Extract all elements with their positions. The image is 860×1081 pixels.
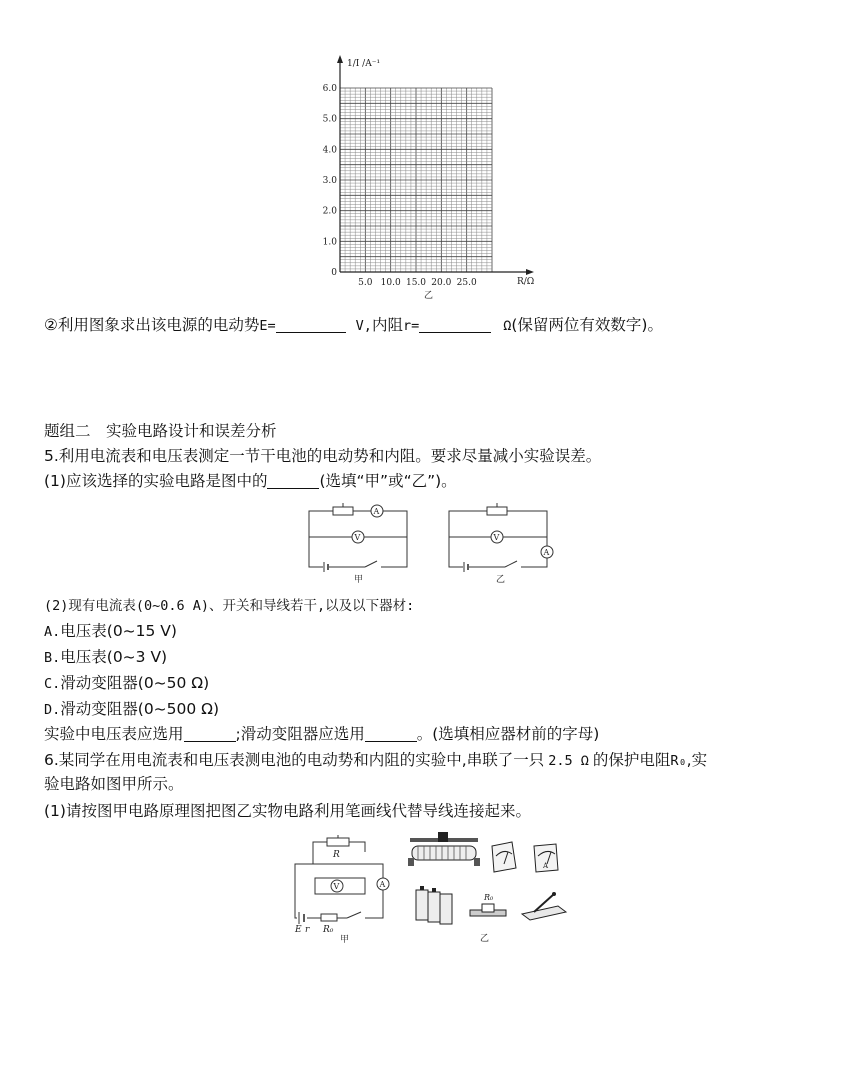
section-title: 题组二 实验电路设计和误差分析 — [44, 422, 277, 440]
q5-part2-text: (2)现有电流表(0~0.6 A)、开关和导线若干,以及以下器材: — [44, 598, 415, 614]
r0-symbol: R₀ — [670, 753, 687, 769]
fig-jia-caption: 甲 — [340, 935, 350, 945]
q6-stem — [44, 749, 707, 772]
r-unit: Ω — [503, 318, 512, 334]
graph-grid — [340, 88, 492, 272]
y-tick-label: 4.0 — [322, 145, 337, 156]
protective-resistance-value: 2.5 Ω — [548, 753, 589, 769]
option-text: 电压表(0~3 V) — [60, 648, 168, 666]
r-note: (保留两位有效数字)。 — [511, 316, 663, 334]
r-text: 内阻 — [371, 316, 403, 334]
y-tick-label: 2.0 — [322, 206, 337, 217]
circuit-yi — [445, 503, 560, 583]
y-tick-labels — [323, 84, 338, 278]
q5-part2 — [44, 594, 414, 617]
r-label: r= — [402, 318, 420, 334]
y-tick-label: 1.0 — [322, 237, 337, 248]
y-tick-label: 5.0 — [322, 114, 337, 125]
option-key: C. — [44, 676, 61, 692]
svg-text:A: A — [373, 507, 380, 516]
option-text: 滑动变阻器(0~500 Ω) — [60, 700, 220, 718]
svg-text:A: A — [543, 862, 549, 870]
y-axis-arrow — [337, 55, 343, 63]
q5-option-a — [44, 620, 177, 643]
fig-r-label: r — [305, 925, 310, 935]
x-tick-label: 20.0 — [431, 278, 452, 288]
q6-stem-c: ,实 — [686, 751, 708, 769]
q6-stem-line2: 验电路如图甲所示。 — [44, 775, 184, 793]
option-key: A. — [44, 624, 61, 640]
option-key: D. — [44, 702, 61, 718]
y-tick-label: 6.0 — [322, 84, 337, 94]
fig-yi-caption: 乙 — [480, 934, 490, 944]
q4-part2 — [44, 314, 663, 337]
ammeter-drawing — [534, 844, 558, 872]
q5-answer-mid: ;滑动变阻器应选用 — [235, 725, 365, 743]
switch-drawing — [522, 892, 566, 920]
x-tick-label: 15.0 — [405, 278, 427, 288]
x-tick-label: 5.0 — [358, 278, 373, 288]
q5-part1-suffix: (选填“甲”或“乙”)。 — [319, 472, 457, 490]
emf-unit: V, — [355, 318, 372, 334]
q5-part1 — [44, 470, 457, 492]
option-text: 电压表(0~15 V) — [60, 622, 177, 640]
fig-R0-label: R₀ — [323, 925, 334, 935]
q6-stem-a: 6.某同学在用电流表和电压表测电池的电动势和内阻的实验中,串联了一只 — [44, 751, 545, 769]
svg-text:V: V — [354, 533, 361, 542]
q6-apparatus-yi — [408, 828, 578, 943]
q5-circuit-answer-blank[interactable] — [267, 472, 319, 489]
y-axis-label: 1/I /A⁻¹ — [347, 59, 381, 69]
battery-drawing — [416, 886, 452, 924]
q5-option-c — [44, 672, 209, 695]
y-tick-label: 0 — [331, 268, 337, 278]
resistor-r0-drawing — [470, 893, 506, 916]
svg-text:A: A — [543, 548, 550, 557]
q6-schematic-jia — [285, 832, 395, 945]
r-answer-blank[interactable] — [419, 316, 491, 333]
q4-part2-text: ②利用图象求出该电源的电动势 — [44, 316, 260, 334]
svg-text:V: V — [333, 882, 340, 891]
fig-R-label: R — [333, 850, 340, 860]
voltmeter-answer-blank[interactable] — [184, 725, 236, 742]
x-axis-arrow — [526, 269, 534, 275]
q5-option-b — [44, 646, 167, 669]
q6-part1: (1)请按图甲电路原理图把图乙实物电路利用笔画线代替导线连接起来。 — [44, 802, 531, 820]
resistance-current-graph — [320, 50, 560, 310]
emf-answer-blank[interactable] — [276, 316, 346, 333]
svg-text:A: A — [379, 880, 386, 889]
q5-answer-suffix: 。(选填相应器材前的字母) — [416, 725, 600, 743]
circuit-jia-label: 甲 — [354, 575, 364, 585]
svg-text:R₀: R₀ — [484, 893, 494, 902]
x-tick-label: 10.0 — [380, 278, 401, 288]
option-text: 滑动变阻器(0~50 Ω) — [60, 674, 210, 692]
svg-text:V: V — [493, 533, 500, 542]
x-axis-label: R/Ω — [517, 277, 535, 287]
rheostat-answer-blank[interactable] — [365, 725, 417, 742]
x-tick-label: 25.0 — [456, 278, 477, 288]
graph-caption: 乙 — [424, 291, 434, 301]
circuit-yi-label: 乙 — [496, 575, 506, 585]
fig-E-label: E — [295, 925, 302, 935]
option-key: B. — [44, 650, 61, 666]
y-tick-label: 3.0 — [322, 176, 337, 186]
q5-part1-text: (1)应该选择的实验电路是图中的 — [44, 472, 268, 490]
voltmeter-drawing — [492, 842, 516, 872]
emf-label: E= — [259, 318, 276, 334]
x-tick-labels — [358, 278, 477, 288]
q5-option-d — [44, 698, 219, 721]
circuit-jia — [305, 503, 415, 583]
q5-answer-prefix: 实验中电压表应选用 — [44, 725, 184, 743]
rheostat-drawing — [408, 832, 480, 866]
q5-answer-line — [44, 723, 599, 745]
q6-stem-b: 的保护电阻 — [592, 751, 671, 769]
q5-stem: 5.利用电流表和电压表测定一节干电池的电动势和内阻。要求尽量减小实验误差。 — [44, 447, 602, 465]
